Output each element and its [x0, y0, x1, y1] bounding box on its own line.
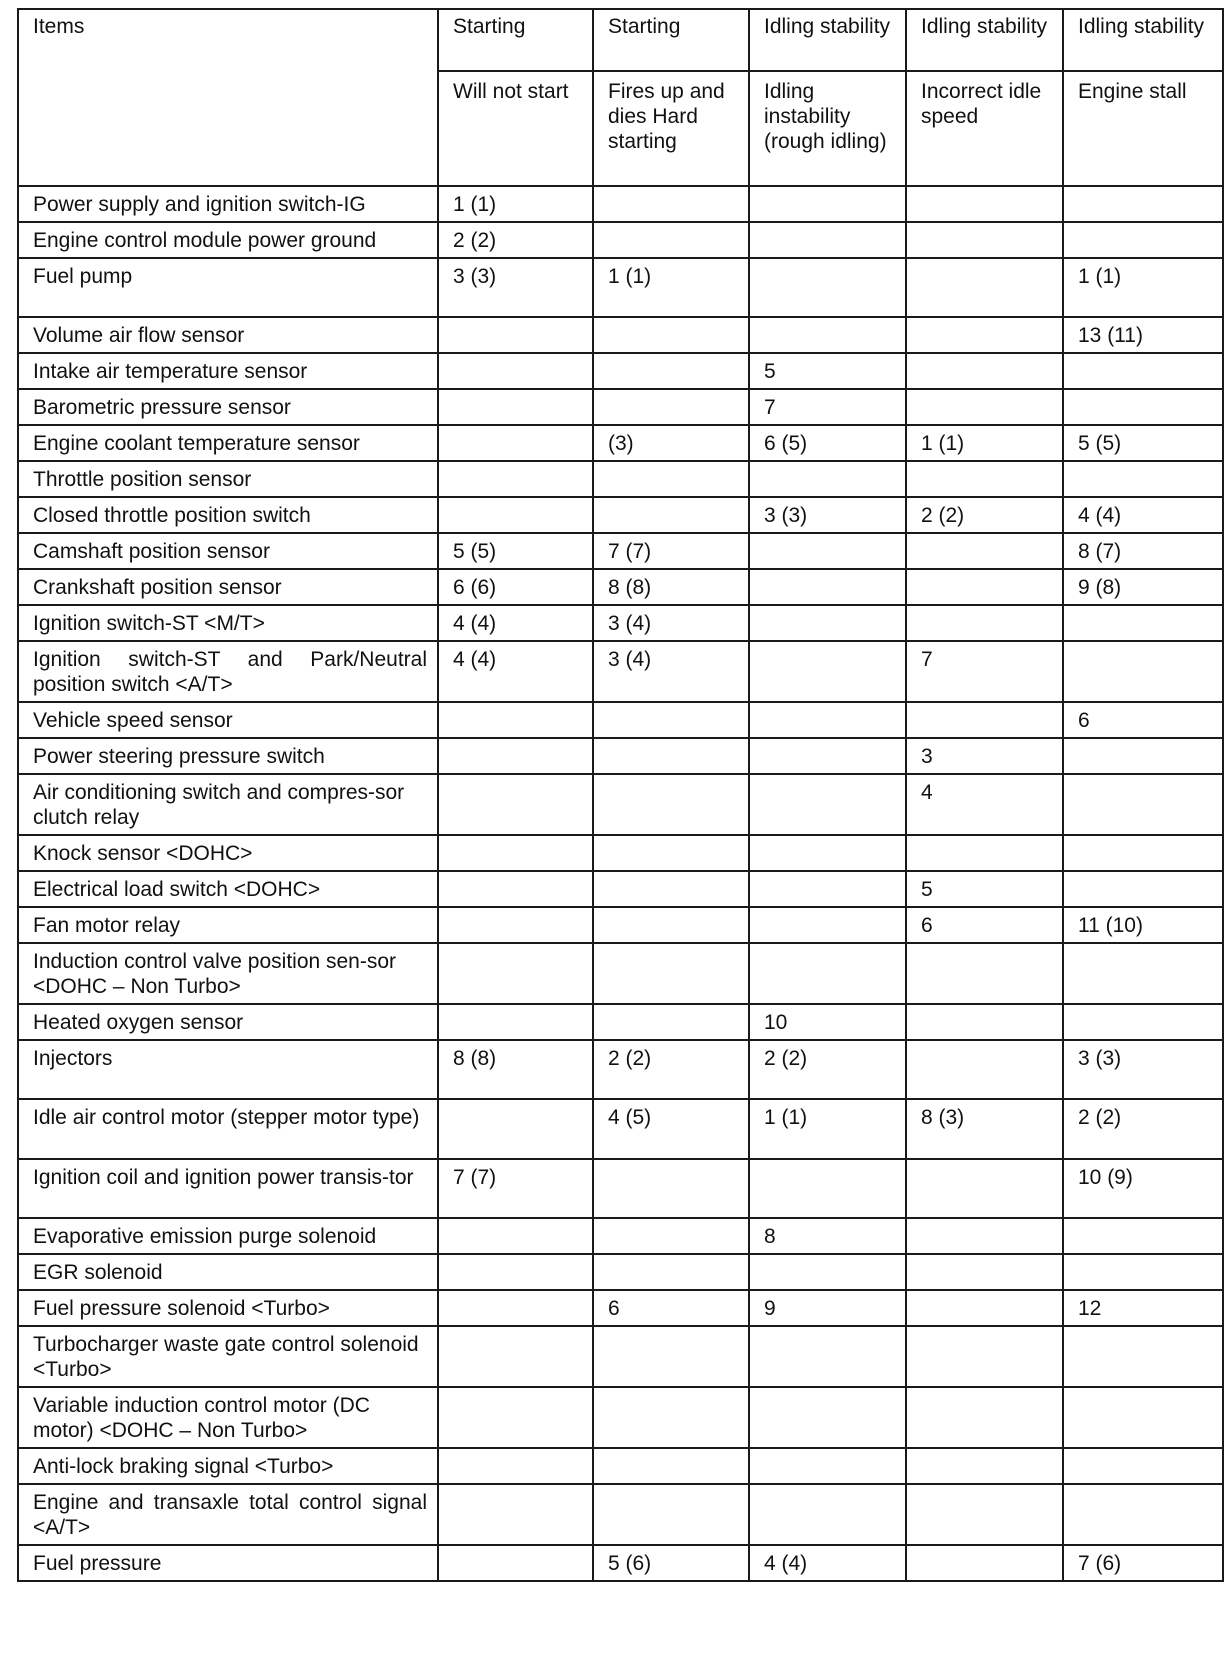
priority-cell: 8 (8) [593, 569, 749, 605]
priority-cell [438, 1387, 593, 1448]
priority-cell [749, 317, 906, 353]
item-cell: Electrical load switch <DOHC> [18, 871, 438, 907]
priority-cell: 1 (1) [593, 258, 749, 317]
priority-cell [1063, 835, 1223, 871]
priority-cell [438, 425, 593, 461]
item-cell: Knock sensor <DOHC> [18, 835, 438, 871]
priority-cell [438, 1484, 593, 1545]
table-row [18, 702, 1223, 738]
priority-cell [749, 1326, 906, 1387]
table-row [18, 389, 1223, 425]
priority-cell [906, 1448, 1063, 1484]
priority-cell [593, 317, 749, 353]
priority-cell [1063, 1218, 1223, 1254]
priority-cell [593, 1254, 749, 1290]
priority-cell [1063, 605, 1223, 641]
priority-cell [593, 1004, 749, 1040]
table-row [18, 222, 1223, 258]
priority-cell: 6 (6) [438, 569, 593, 605]
item-cell: Induction control valve position sen-sor <DOHC – Non Turbo> [18, 943, 438, 1004]
priority-cell [438, 1254, 593, 1290]
priority-cell [749, 461, 906, 497]
items-column-header: Items [18, 9, 438, 186]
priority-cell [593, 1159, 749, 1218]
priority-cell [593, 943, 749, 1004]
priority-cell: 8 (7) [1063, 533, 1223, 569]
priority-cell [749, 1254, 906, 1290]
table-row [18, 569, 1223, 605]
priority-cell [749, 702, 906, 738]
priority-cell: 2 (2) [749, 1040, 906, 1099]
priority-cell: 9 (8) [1063, 569, 1223, 605]
priority-cell [749, 1484, 906, 1545]
table-row [18, 461, 1223, 497]
priority-cell [1063, 1254, 1223, 1290]
priority-cell: 4 (5) [593, 1099, 749, 1159]
item-cell: Volume air flow sensor [18, 317, 438, 353]
priority-cell [438, 1290, 593, 1326]
priority-cell [749, 533, 906, 569]
priority-cell: (3) [593, 425, 749, 461]
category-header-row [18, 9, 1223, 71]
priority-cell: 10 (9) [1063, 1159, 1223, 1218]
item-cell: Anti-lock braking signal <Turbo> [18, 1448, 438, 1484]
item-cell: Engine control module power ground [18, 222, 438, 258]
priority-cell [749, 641, 906, 702]
table-row [18, 425, 1223, 461]
priority-cell: 2 (2) [593, 1040, 749, 1099]
item-cell: Ignition switch-ST and Park/Neutral position switch <A/T> [18, 641, 438, 702]
item-cell: Crankshaft position sensor [18, 569, 438, 605]
priority-cell [593, 835, 749, 871]
item-cell: Injectors [18, 1040, 438, 1099]
priority-cell: 3 (4) [593, 605, 749, 641]
priority-cell [1063, 641, 1223, 702]
table-row [18, 1448, 1223, 1484]
priority-cell [438, 497, 593, 533]
priority-cell [906, 353, 1063, 389]
troubleshooting-table [17, 8, 1224, 1582]
priority-cell [1063, 1484, 1223, 1545]
symptom-header: Idling instability (rough idling) [749, 71, 906, 186]
category-header: Starting [593, 9, 749, 71]
priority-cell [593, 1387, 749, 1448]
priority-cell [906, 1218, 1063, 1254]
priority-cell [906, 1290, 1063, 1326]
priority-cell [593, 1218, 749, 1254]
priority-cell [1063, 774, 1223, 835]
priority-cell [593, 871, 749, 907]
priority-cell [438, 1448, 593, 1484]
priority-cell [438, 702, 593, 738]
priority-cell [906, 317, 1063, 353]
priority-cell [906, 1004, 1063, 1040]
priority-cell [906, 1040, 1063, 1099]
table-row [18, 317, 1223, 353]
item-cell: Power steering pressure switch [18, 738, 438, 774]
table-row [18, 1484, 1223, 1545]
priority-cell [438, 1218, 593, 1254]
symptom-header: Incorrect idle speed [906, 71, 1063, 186]
priority-cell [1063, 1004, 1223, 1040]
priority-cell: 3 (4) [593, 641, 749, 702]
priority-cell: 4 (4) [438, 641, 593, 702]
item-cell: Fuel pressure [18, 1545, 438, 1581]
priority-cell [438, 871, 593, 907]
priority-cell [438, 1545, 593, 1581]
priority-cell [749, 605, 906, 641]
priority-cell: 4 (4) [749, 1545, 906, 1581]
priority-cell [593, 389, 749, 425]
priority-cell [593, 497, 749, 533]
priority-cell [749, 569, 906, 605]
item-cell: Engine coolant temperature sensor [18, 425, 438, 461]
table-row [18, 353, 1223, 389]
priority-cell [749, 871, 906, 907]
item-cell: Vehicle speed sensor [18, 702, 438, 738]
item-cell: Camshaft position sensor [18, 533, 438, 569]
category-header: Idling stability [906, 9, 1063, 71]
table-row [18, 738, 1223, 774]
priority-cell [438, 835, 593, 871]
priority-cell [593, 461, 749, 497]
item-cell: Heated oxygen sensor [18, 1004, 438, 1040]
priority-cell [1063, 943, 1223, 1004]
priority-cell [906, 702, 1063, 738]
priority-cell [593, 774, 749, 835]
item-cell: Air conditioning switch and compres-sor clutch relay [18, 774, 438, 835]
priority-cell [1063, 1326, 1223, 1387]
priority-cell: 5 [906, 871, 1063, 907]
priority-cell [438, 389, 593, 425]
priority-cell [593, 1484, 749, 1545]
table-row [18, 943, 1223, 1004]
priority-cell: 7 (7) [438, 1159, 593, 1218]
priority-cell: 9 [749, 1290, 906, 1326]
table-row [18, 533, 1223, 569]
item-cell: Turbocharger waste gate control solenoid <Turbo> [18, 1326, 438, 1387]
priority-cell: 6 [906, 907, 1063, 943]
symptom-header: Engine stall [1063, 71, 1223, 186]
priority-cell [438, 461, 593, 497]
priority-cell: 5 [749, 353, 906, 389]
priority-cell [749, 222, 906, 258]
table-row [18, 1290, 1223, 1326]
priority-cell: 7 (6) [1063, 1545, 1223, 1581]
priority-cell [906, 389, 1063, 425]
priority-cell [1063, 738, 1223, 774]
priority-cell: 4 (4) [438, 605, 593, 641]
priority-cell: 3 (3) [749, 497, 906, 533]
priority-cell [906, 258, 1063, 317]
item-cell: EGR solenoid [18, 1254, 438, 1290]
priority-cell [906, 1254, 1063, 1290]
priority-cell [438, 738, 593, 774]
priority-cell [1063, 222, 1223, 258]
priority-cell: 13 (11) [1063, 317, 1223, 353]
table-row [18, 1254, 1223, 1290]
table-row [18, 1326, 1223, 1387]
priority-cell [1063, 1387, 1223, 1448]
category-header: Idling stability [749, 9, 906, 71]
priority-cell [906, 222, 1063, 258]
priority-cell [749, 1387, 906, 1448]
priority-cell [749, 774, 906, 835]
item-cell: Evaporative emission purge solenoid [18, 1218, 438, 1254]
table-row [18, 1159, 1223, 1218]
priority-cell [438, 774, 593, 835]
priority-cell: 8 (8) [438, 1040, 593, 1099]
item-cell: Fuel pressure solenoid <Turbo> [18, 1290, 438, 1326]
priority-cell [906, 1387, 1063, 1448]
priority-cell: 3 (3) [438, 258, 593, 317]
item-cell: Barometric pressure sensor [18, 389, 438, 425]
priority-cell [1063, 1448, 1223, 1484]
priority-cell [1063, 186, 1223, 222]
priority-cell: 1 (1) [1063, 258, 1223, 317]
priority-cell [906, 943, 1063, 1004]
table-row [18, 1387, 1223, 1448]
table-row [18, 1218, 1223, 1254]
priority-cell [749, 943, 906, 1004]
priority-cell: 1 (1) [438, 186, 593, 222]
category-header: Idling stability [1063, 9, 1223, 71]
item-cell: Ignition switch-ST <M/T> [18, 605, 438, 641]
table-row [18, 641, 1223, 702]
item-cell: Variable induction control motor (DC motor) <DOHC – Non Turbo> [18, 1387, 438, 1448]
table-row [18, 1099, 1223, 1159]
priority-cell [438, 353, 593, 389]
priority-cell [906, 1326, 1063, 1387]
priority-cell: 10 [749, 1004, 906, 1040]
priority-cell [593, 186, 749, 222]
table-row [18, 497, 1223, 533]
priority-cell: 3 (3) [1063, 1040, 1223, 1099]
priority-cell [593, 1326, 749, 1387]
priority-cell [593, 907, 749, 943]
priority-cell [906, 533, 1063, 569]
priority-cell [1063, 871, 1223, 907]
item-cell: Engine and transaxle total control signal <A/T> [18, 1484, 438, 1545]
priority-cell [438, 1326, 593, 1387]
priority-cell [593, 702, 749, 738]
item-cell: Power supply and ignition switch-IG [18, 186, 438, 222]
table-body [18, 186, 1223, 1581]
priority-cell [906, 835, 1063, 871]
priority-cell: 4 (4) [1063, 497, 1223, 533]
table-row [18, 774, 1223, 835]
priority-cell [749, 1159, 906, 1218]
priority-cell [438, 907, 593, 943]
item-cell: Fuel pump [18, 258, 438, 317]
priority-cell [593, 222, 749, 258]
priority-cell [749, 1448, 906, 1484]
symptom-header: Will not start [438, 71, 593, 186]
priority-cell: 5 (5) [1063, 425, 1223, 461]
priority-cell [906, 1159, 1063, 1218]
priority-cell [906, 605, 1063, 641]
item-cell: Throttle position sensor [18, 461, 438, 497]
priority-cell: 11 (10) [1063, 907, 1223, 943]
priority-cell [749, 258, 906, 317]
priority-cell: 1 (1) [749, 1099, 906, 1159]
priority-cell [593, 738, 749, 774]
priority-cell: 7 [906, 641, 1063, 702]
table-row [18, 1004, 1223, 1040]
priority-cell: 2 (2) [438, 222, 593, 258]
priority-cell: 3 [906, 738, 1063, 774]
priority-cell [749, 835, 906, 871]
priority-cell: 8 [749, 1218, 906, 1254]
category-header: Starting [438, 9, 593, 71]
priority-cell: 8 (3) [906, 1099, 1063, 1159]
priority-cell [593, 1448, 749, 1484]
table-row [18, 871, 1223, 907]
item-cell: Closed throttle position switch [18, 497, 438, 533]
priority-cell [438, 1099, 593, 1159]
item-cell: Idle air control motor (stepper motor type) [18, 1099, 438, 1159]
priority-cell [906, 569, 1063, 605]
priority-cell: 5 (5) [438, 533, 593, 569]
table-row [18, 907, 1223, 943]
priority-cell [1063, 353, 1223, 389]
priority-cell: 5 (6) [593, 1545, 749, 1581]
priority-cell [438, 317, 593, 353]
priority-cell: 2 (2) [906, 497, 1063, 533]
priority-cell [1063, 461, 1223, 497]
priority-cell: 6 (5) [749, 425, 906, 461]
priority-cell: 6 [593, 1290, 749, 1326]
priority-cell [906, 461, 1063, 497]
priority-cell [438, 943, 593, 1004]
priority-cell [749, 907, 906, 943]
priority-cell [438, 1004, 593, 1040]
table-row [18, 1545, 1223, 1581]
priority-cell: 7 [749, 389, 906, 425]
priority-cell: 1 (1) [906, 425, 1063, 461]
table-row [18, 1040, 1223, 1099]
priority-cell: 7 (7) [593, 533, 749, 569]
priority-cell [906, 1484, 1063, 1545]
priority-cell: 4 [906, 774, 1063, 835]
item-cell: Ignition coil and ignition power transis-tor [18, 1159, 438, 1218]
item-cell: Intake air temperature sensor [18, 353, 438, 389]
priority-cell [1063, 389, 1223, 425]
priority-cell: 12 [1063, 1290, 1223, 1326]
priority-cell [906, 1545, 1063, 1581]
symptom-header: Fires up and dies Hard starting [593, 71, 749, 186]
table-row [18, 835, 1223, 871]
priority-cell [749, 186, 906, 222]
item-cell: Fan motor relay [18, 907, 438, 943]
priority-cell: 2 (2) [1063, 1099, 1223, 1159]
priority-cell: 6 [1063, 702, 1223, 738]
table-row [18, 605, 1223, 641]
table-row [18, 258, 1223, 317]
priority-cell [906, 186, 1063, 222]
priority-cell [749, 738, 906, 774]
priority-cell [593, 353, 749, 389]
table-row [18, 186, 1223, 222]
